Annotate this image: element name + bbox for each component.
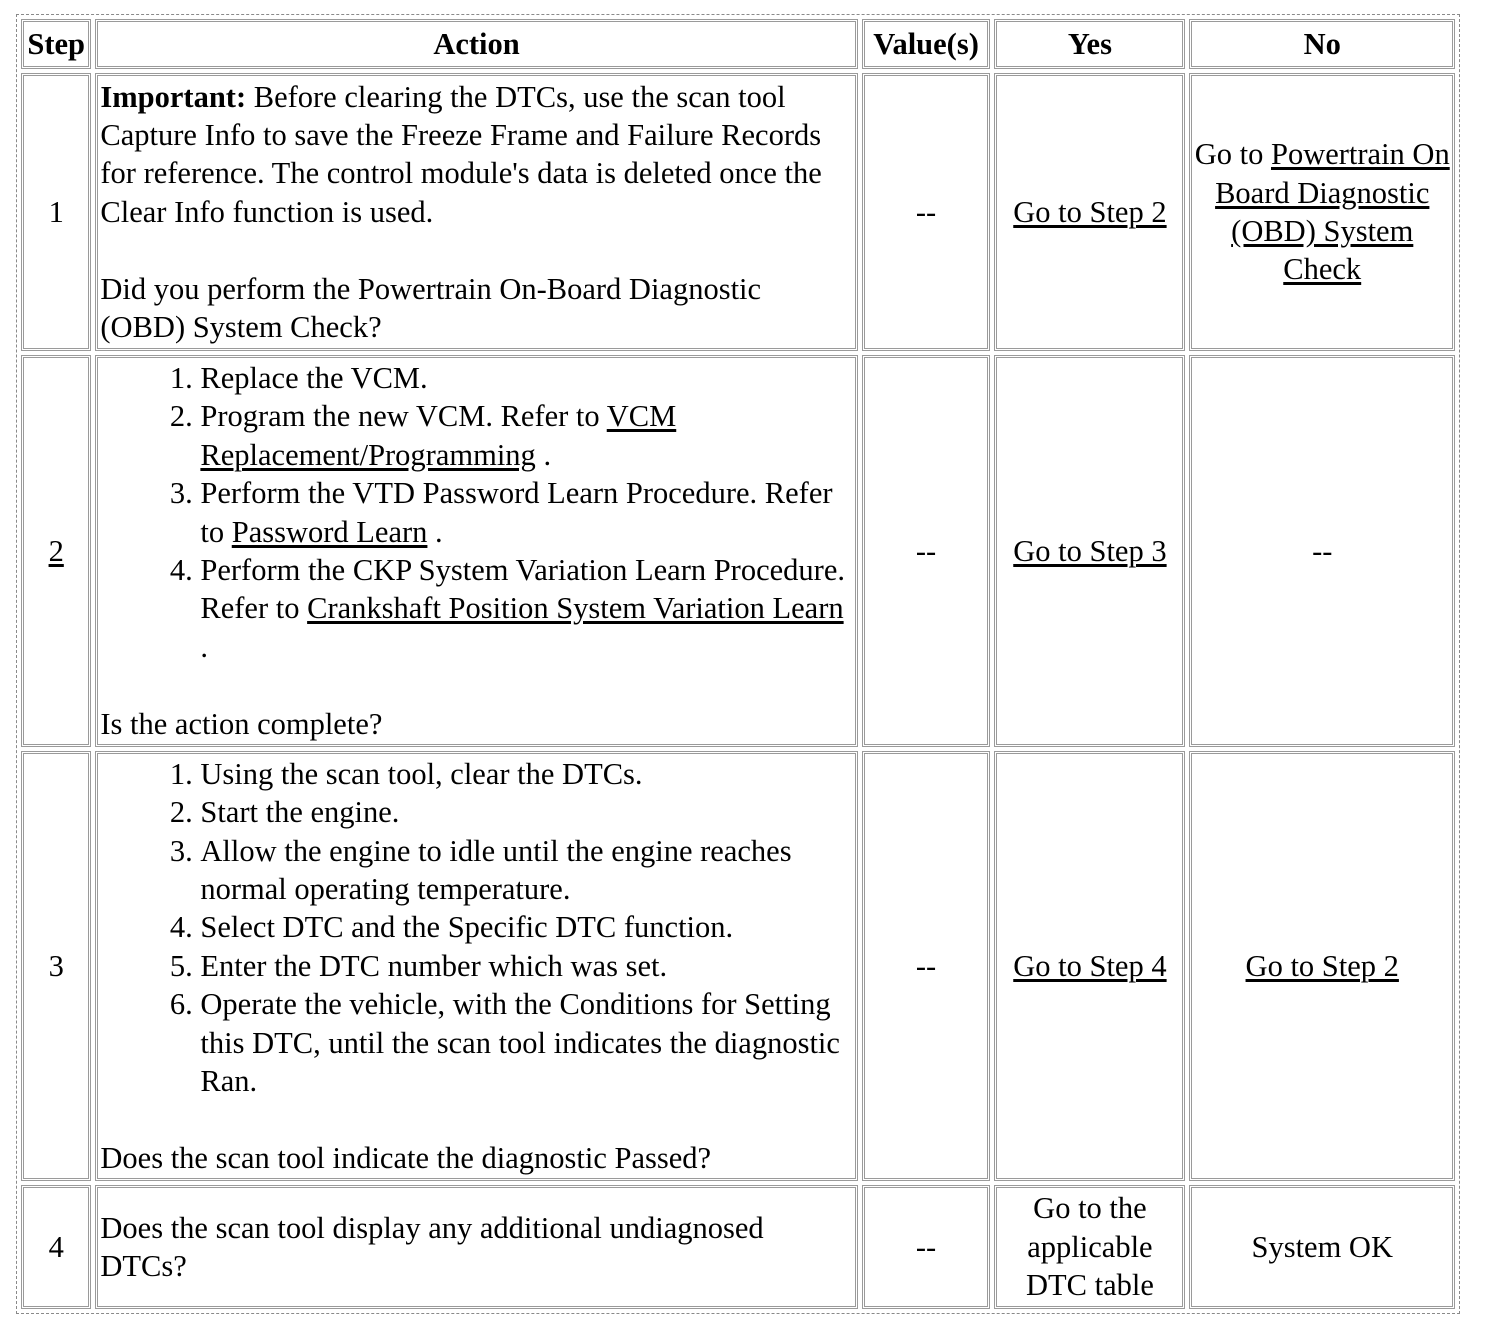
step-question: Does the scan tool indicate the diagnostic Passed? xyxy=(100,1140,712,1175)
header-yes: Yes xyxy=(994,19,1185,69)
header-values: Value(s) xyxy=(862,19,991,69)
header-step: Step xyxy=(21,19,91,69)
step-number: 3 xyxy=(21,751,91,1181)
item-suffix: . xyxy=(535,437,552,472)
item-ref-prefix: Refer to xyxy=(200,591,308,626)
procedure-list xyxy=(100,359,852,666)
important-label: Important: xyxy=(100,79,247,114)
table-row xyxy=(21,355,1455,747)
value-cell: -- xyxy=(862,1185,991,1309)
reference-link[interactable]: VCM Replacement/Programming xyxy=(200,399,677,472)
item-text: Perform the CKP System Variation Learn Procedure. xyxy=(200,553,845,587)
step-number: 1 xyxy=(21,73,91,351)
no-link[interactable]: Powertrain On Board Diagnostic (OBD) System Check xyxy=(1215,137,1450,287)
table-row xyxy=(21,1185,1455,1309)
value-cell: -- xyxy=(862,73,991,351)
diagnostic-table xyxy=(16,14,1460,1314)
value-cell: -- xyxy=(862,751,991,1181)
header-action: Action xyxy=(95,19,857,69)
list-item: 6. Operate the vehicle, with the Conditions for Setting this DTC, until the scan tool indicates the diagnostic Ran. xyxy=(200,985,852,1100)
step-number: 4 xyxy=(21,1185,91,1309)
table-row xyxy=(21,751,1455,1181)
yes-cell xyxy=(994,73,1185,351)
yes-cell xyxy=(994,751,1185,1181)
item-suffix: . xyxy=(427,514,443,549)
no-cell xyxy=(1189,73,1455,351)
yes-cell: Go to the applicable DTC table xyxy=(994,1185,1185,1309)
reference-link[interactable]: Crankshaft Position System Variation Learn xyxy=(307,591,844,626)
item-ref-prefix: Refer to xyxy=(492,399,607,434)
no-cell: System OK xyxy=(1189,1185,1455,1309)
yes-link[interactable]: Go to Step 4 xyxy=(1013,948,1167,983)
no-cell: -- xyxy=(1189,355,1455,747)
step-link[interactable]: 2 xyxy=(48,533,64,568)
list-item xyxy=(200,474,852,551)
item-suffix: . xyxy=(200,629,209,664)
table-row xyxy=(21,73,1455,351)
procedure-list xyxy=(100,755,852,1101)
no-cell xyxy=(1189,751,1455,1181)
step-question: Did you perform the Powertrain On-Board Diagnostic (OBD) System Check? xyxy=(100,271,762,344)
important-text: Before clearing the DTCs, use the scan tool Capture Info to save the Freeze Frame and Failure Records for reference. The control module's data is deleted once the Clear Info function is used. xyxy=(100,79,822,229)
yes-link[interactable]: Go to Step 2 xyxy=(1013,194,1167,229)
header-row xyxy=(21,19,1455,69)
action-cell xyxy=(95,751,857,1181)
item-ref-prefix: Refer to xyxy=(200,476,833,549)
list-item xyxy=(200,397,852,474)
yes-link[interactable]: Go to Step 3 xyxy=(1013,533,1167,568)
step-number-cell xyxy=(21,355,91,747)
list-item: 4. Select DTC and the Specific DTC function. xyxy=(200,908,852,946)
action-cell: Does the scan tool display any additional undiagnosed DTCs? xyxy=(95,1185,857,1309)
reference-link[interactable]: Password Learn xyxy=(231,514,428,549)
list-item: 5. Enter the DTC number which was set. xyxy=(200,947,852,985)
step-question: Is the action complete? xyxy=(100,706,383,741)
list-item xyxy=(200,359,852,397)
action-cell xyxy=(95,73,857,351)
list-item: 3. Allow the engine to idle until the engine reaches normal operating temperature. xyxy=(200,832,852,909)
important-note xyxy=(100,78,852,232)
header-no: No xyxy=(1189,19,1455,69)
action-cell xyxy=(95,355,857,747)
list-item xyxy=(200,551,852,666)
item-text: Replace the VCM. xyxy=(200,360,428,395)
no-prefix: Go to xyxy=(1194,137,1271,172)
list-item: 2. Start the engine. xyxy=(200,793,852,831)
value-cell: -- xyxy=(862,355,991,747)
item-text: Program the new VCM. xyxy=(200,399,493,434)
no-link[interactable]: Go to Step 2 xyxy=(1245,948,1399,983)
yes-cell xyxy=(994,355,1185,747)
list-item: 1. Using the scan tool, clear the DTCs. xyxy=(200,755,852,793)
item-text: Perform the VTD Password Learn Procedure. xyxy=(200,476,758,511)
